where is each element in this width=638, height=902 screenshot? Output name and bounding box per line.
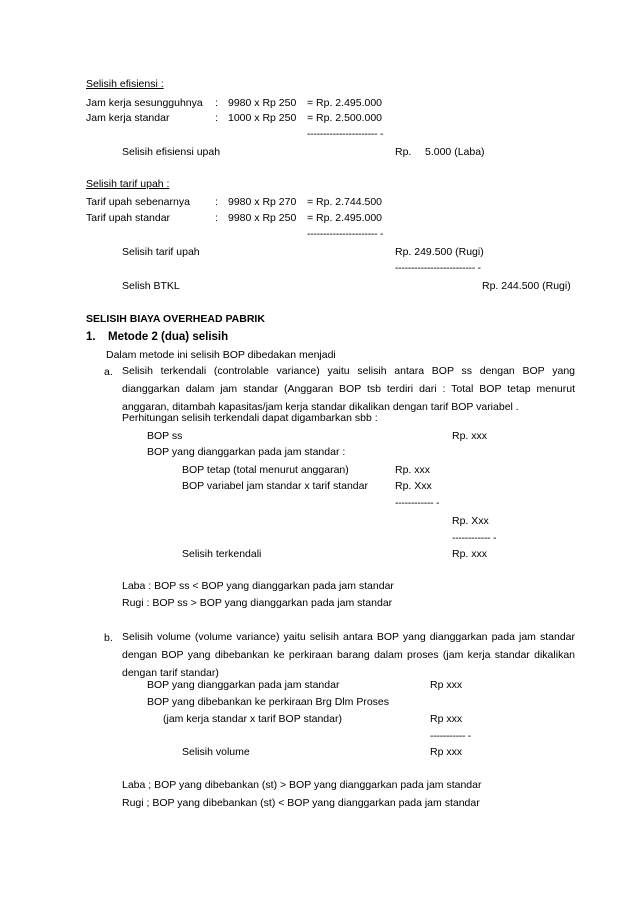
efisiensi-row1-calc: 9980 x Rp 250 [228,97,297,109]
volume-dianggarkan-label: BOP yang dianggarkan pada jam standar [147,679,340,691]
tarif-row2-label: Tarif upah standar [86,212,171,224]
bop-dianggarkan-label: BOP yang dianggarkan pada jam standar : [147,446,346,458]
tarif-total-label: Selisih tarif upah [122,246,200,258]
item-a-definition: Selisih terkendali (controlable variance) yaitu selisih antara BOP ss dengan BOP yang dianggarkan dalam jam standar (Anggaran BOP tsb terdiri dari : Total BOP tetap menurut anggaran, ditambah kapasitas/jam kerja standar dikalikan dengan tarif BOP variabel . [122,365,575,413]
bop-heading: SELISIH BIAYA OVERHEAD PABRIK [86,313,265,325]
tarif-row1-colon: : [215,196,218,208]
bop-variabel-value: Rp. Xxx [395,480,432,492]
efisiensi-row2-colon: : [215,112,218,124]
bop-subtraction-rule: ------------ - [452,532,497,544]
volume-laba-rule: Laba ; BOP yang dibebankan (st) > BOP yang dianggarkan pada jam standar [122,779,482,791]
tarif-row1-calc: 9980 x Rp 270 [228,196,297,208]
item-b-marker: b. [104,632,113,644]
bop-subtotal-value: Rp. Xxx [452,515,489,527]
bop-tetap-label: BOP tetap (total menurut anggaran) [182,464,349,476]
tarif-row2-result: = Rp. 2.495.000 [307,212,383,224]
efisiensi-row1-label: Jam kerja sesungguhnya [86,97,203,109]
volume-jam-label: (jam kerja standar x tarif BOP standar) [163,713,342,725]
volume-dibebankan-label: BOP yang dibebankan ke perkiraan Brg Dlm Proses [147,696,390,708]
terkendali-total-label: Selisih terkendali [182,548,262,560]
efisiensi-total-label: Selisih efisiensi upah [122,146,221,158]
bop-ss-value: Rp. xxx [452,430,488,442]
efisiensi-total-rp: Rp. [395,146,412,158]
efisiensi-row2-label: Jam kerja standar [86,112,170,124]
tarif-row2-calc: 9980 x Rp 250 [228,212,297,224]
volume-jam-value: Rp xxx [430,713,463,725]
efisiensi-total-value: 5.000 (Laba) [425,146,485,158]
efisiensi-row2-calc: 1000 x Rp 250 [228,112,297,124]
method-number: 1. [86,331,96,343]
tarif-row2-colon: : [215,212,218,224]
terkendali-rugi-rule: Rugi : BOP ss > BOP yang dianggarkan pada jam standar [122,597,393,609]
tarif-addition-rule: ------------------------- - [395,262,481,274]
method-intro: Dalam metode ini selisih BOP dibedakan menjadi [106,349,336,361]
item-a-perhitungan: Perhitungan selisih terkendali dapat digambarkan sbb : [122,412,378,424]
terkendali-laba-rule: Laba : BOP ss < BOP yang dianggarkan pada jam standar [122,580,394,592]
efisiensi-title: Selisih efisiensi : [86,78,164,90]
terkendali-total-value: Rp. xxx [452,548,488,560]
tarif-total-value: Rp. 249.500 (Rugi) [395,246,484,258]
tarif-row1-label: Tarif upah sebenarnya [86,196,190,208]
btkl-value: Rp. 244.500 (Rugi) [482,280,571,292]
tarif-subtraction-rule: ---------------------- - [307,228,384,240]
volume-dianggarkan-value: Rp xxx [430,679,463,691]
bop-variabel-label: BOP variabel jam standar x tarif standar [182,480,368,492]
tarif-row1-result: = Rp. 2.744.500 [307,196,383,208]
efisiensi-row2-result: = Rp. 2.500.000 [307,112,383,124]
bop-addition-rule: ------------ - [395,497,440,509]
btkl-label: Selish BTKL [122,280,180,292]
bop-ss-label: BOP ss [147,430,183,442]
volume-total-label: Selisih volume [182,746,250,758]
item-a-marker: a. [104,366,113,378]
method-title: Metode 2 (dua) selisih [108,331,229,343]
tarif-title: Selisih tarif upah : [86,178,170,190]
volume-rugi-rule: Rugi ; BOP yang dibebankan (st) < BOP yang dianggarkan pada jam standar [122,797,480,809]
volume-total-value: Rp xxx [430,746,463,758]
bop-tetap-value: Rp. xxx [395,464,431,476]
item-b-definition: Selisih volume (volume variance) yaitu selisih antara BOP yang dianggarkan pada jam standar dengan BOP yang dibebankan ke perkiraan barang dalam proses (jam kerja standar dikalikan dengan tarif standar) [122,631,575,679]
efisiensi-row1-colon: : [215,97,218,109]
efisiensi-row1-result: = Rp. 2.495.000 [307,97,383,109]
volume-subtraction-rule: ----------- - [430,730,471,742]
efisiensi-subtraction-rule: ---------------------- - [307,128,384,140]
